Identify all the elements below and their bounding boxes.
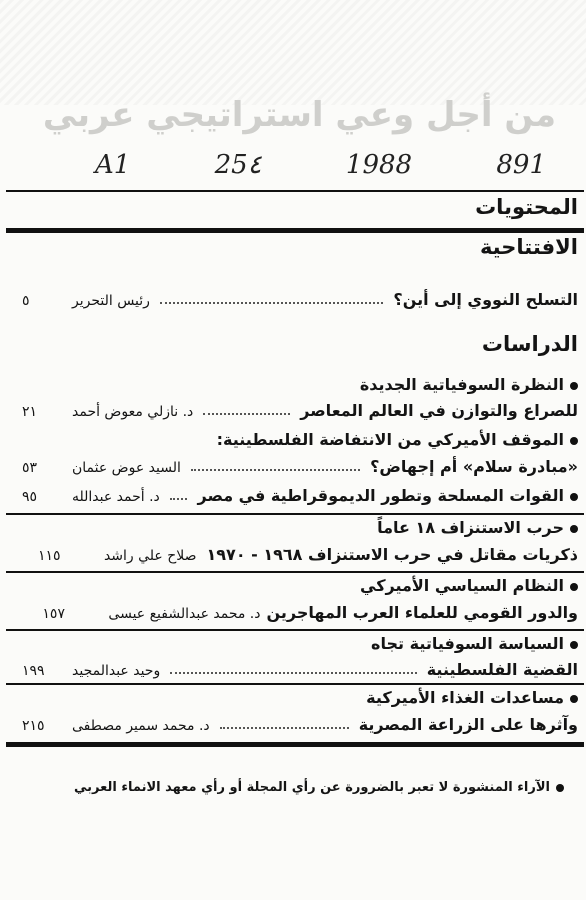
entry-author: السيد عوض عثمان xyxy=(72,460,181,476)
entry-page: ١١٥ xyxy=(37,548,61,564)
study-topic: السياسة السوفياتية تجاه xyxy=(371,634,578,653)
handwritten-reference xyxy=(95,150,546,190)
entry-page: ٩٥ xyxy=(22,489,38,505)
entry-page: ١٥٧ xyxy=(42,606,65,622)
study-entry[interactable] xyxy=(22,486,578,505)
study-entry[interactable] xyxy=(22,457,578,476)
study-topic: النظام السياسي الأميركي xyxy=(360,576,578,595)
divider xyxy=(6,513,584,515)
divider xyxy=(6,629,584,631)
study-topic: مساعدات الغذاء الأميركية xyxy=(366,688,578,707)
opening-heading: الافتتاحية xyxy=(479,235,578,259)
entry-author: د. محمد سمير مصطفى xyxy=(72,718,210,734)
studies-heading: الدراسات xyxy=(481,332,578,356)
study-topic: الموقف الأميركي من الانتفاضة الفلسطينية: xyxy=(217,430,578,449)
bullet-icon xyxy=(570,583,578,591)
bullet-icon xyxy=(570,437,578,445)
entry-title: ذكريات مقاتل في حرب الاستنزاف ١٩٦٨ - ١٩٧٠ xyxy=(206,545,578,564)
entry-page: ١٩٩ xyxy=(22,663,45,679)
study-topic: حرب الاستنزاف ١٨ عاماً xyxy=(377,518,578,537)
ref-code-3: 1988 xyxy=(345,150,413,180)
opening-entry[interactable] xyxy=(22,290,578,309)
leader-dots xyxy=(170,671,416,674)
leader-dots xyxy=(203,412,290,415)
contents-heading: المحتويات xyxy=(475,195,578,219)
entry-title: القوات المسلحة وتطور الديموقراطية في مصر xyxy=(197,486,578,505)
leader-dots xyxy=(220,726,349,729)
study-entry[interactable] xyxy=(22,401,578,420)
entry-author: صلاح علي راشد xyxy=(103,548,197,564)
ref-code-4: 891 xyxy=(496,150,546,180)
entry-title: للصراع والتوازن في العالم المعاصر xyxy=(300,401,578,420)
entry-page: ٥٣ xyxy=(22,460,38,476)
bullet-icon xyxy=(556,784,564,792)
entry-page: ٢١ xyxy=(22,404,38,420)
study-entry[interactable] xyxy=(22,603,578,622)
slogan-banner: من أجل وعي استراتيجي عربي xyxy=(42,95,556,135)
entry-author: رئيس التحرير xyxy=(72,293,150,309)
entry-author: د. نازلي معوض أحمد xyxy=(72,404,194,420)
divider xyxy=(6,571,584,573)
bullet-icon xyxy=(570,525,578,533)
entry-page: ٥ xyxy=(22,293,30,309)
header-texture xyxy=(0,0,586,105)
bullet-icon xyxy=(570,641,578,649)
divider-bottom xyxy=(6,742,584,747)
entry-author: وحيد عبدالمجيد xyxy=(72,663,161,679)
study-entry[interactable] xyxy=(22,545,578,564)
ref-code-2: 25٤ xyxy=(214,150,262,180)
bullet-icon xyxy=(570,493,578,501)
entry-author: د. أحمد عبدالله xyxy=(72,489,160,505)
entry-title: «مبادرة سلام» أم إجهاض؟ xyxy=(370,457,578,476)
disclaimer-note: الآراء المنشورة لا تعبر بالضرورة عن رأي المجلة أو رأي معهد الانماء العربي xyxy=(80,780,564,795)
bullet-icon xyxy=(570,695,578,703)
study-entry[interactable] xyxy=(22,715,578,734)
entry-title: وآثرها على الزراعة المصرية xyxy=(358,715,578,734)
leader-dots xyxy=(170,497,188,500)
entry-page: ٢١٥ xyxy=(22,718,45,734)
entry-title: والدور القومي للعلماء العرب المهاجرين xyxy=(266,603,578,622)
study-entry[interactable] xyxy=(22,660,578,679)
leader-dots xyxy=(160,301,383,304)
study-topic: النظرة السوفياتية الجديدة xyxy=(360,375,578,394)
divider-top xyxy=(6,190,584,192)
entry-title: القضية الفلسطينية xyxy=(426,660,578,679)
ref-code-1: A1 xyxy=(95,150,131,180)
leader-dots xyxy=(191,468,360,471)
entry-author: د. محمد عبدالشفيع عيسى xyxy=(108,606,261,622)
entry-title: التسلح النووي إلى أين؟ xyxy=(393,290,578,309)
divider-contents xyxy=(6,228,584,233)
bullet-icon xyxy=(570,382,578,390)
divider xyxy=(6,683,584,685)
